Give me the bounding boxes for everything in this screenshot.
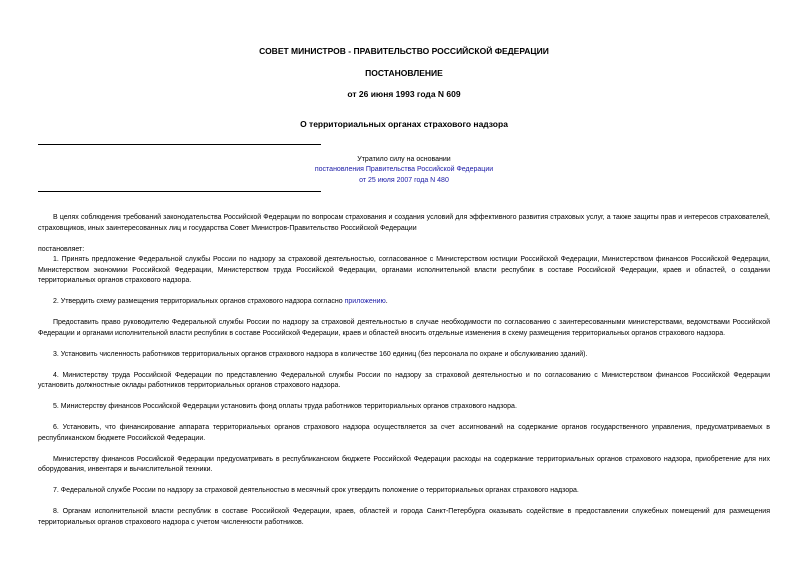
clause-2-text: 2. Утвердить схему размещения территориальных органов страхового надзора согласно: [53, 298, 345, 305]
clause-4: 4. Министерству труда Российской Федерации по представлению Федеральной службы России по надзору за страховой деятельностью и по согласованию с Министерством финансов Российской Федерации установить должностные оклады работников территориальных органов страхового надзора.: [38, 371, 770, 389]
document-type: ПОСТАНОВЛЕНИЕ: [365, 68, 443, 78]
preamble-paragraph: В целях соблюдения требований законодательства Российской Федерации по вопросам страхования и создания условий для эффективного развития страховых услуг, а также защиты прав и интересов страхователей, страховщиков, иных заинтересованных лиц и государства Совет Министров-Правительство Российской Федерации: [38, 214, 770, 232]
divider-top: [38, 144, 321, 145]
status-note-link-decree[interactable]: постановления Правительства Российской Федерации: [314, 166, 494, 173]
clause-8: 8. Органам исполнительной власти республик в составе Российской Федерации, краев, областей и города Санкт-Петербурга оказывать содействие в предоставлении служебных помещений для размещения территориальных органов страхового надзора с учетом численности работников.: [38, 508, 770, 526]
clause-2-end: .: [385, 298, 388, 305]
clause-2-continuation: Предоставить право руководителю Федеральной службы России по надзору за страховой деятельностью в случае необходимости по согласованию с заинтересованными министерствами, ведомствами Российской Федерации и органами исполнительной власти республик в составе Российской Федерации, краев и областей вносить отдельные изменения в схему размещения территориальных органов страхового надзора.: [38, 319, 770, 337]
clause-7: 7. Федеральной службе России по надзору за страховой деятельностью в месячный срок утвердить положение о территориальных органах страхового надзора.: [53, 487, 579, 494]
clause-3: 3. Установить численность работников территориальных органов страхового надзора в количестве 160 единиц (без персонала по охране и обслуживанию зданий).: [53, 350, 588, 358]
divider-bottom: [38, 191, 321, 192]
appendix-link[interactable]: приложению: [344, 298, 386, 305]
document-date-number: от 26 июня 1993 года N 609: [347, 89, 461, 99]
status-note-link-date[interactable]: от 25 июля 2007 года N 480: [359, 177, 449, 184]
clause-6: 6. Установить, что финансирование аппарата территориальных органов страхового надзора осуществляется за счет ассигнований на содержание органов государственного управления, предусматриваемых в республиканском бюджете Российской Федерации.: [38, 424, 770, 442]
status-note-line1: Утратило силу на основании: [357, 156, 451, 163]
issuing-authority: СОВЕТ МИНИСТРОВ - ПРАВИТЕЛЬСТВО РОССИЙСКОЙ ФЕДЕРАЦИИ: [259, 46, 549, 56]
decree-word: постановляет:: [38, 245, 85, 253]
document-page: [38, 0, 770, 571]
clause-2: [38, 297, 770, 308]
clause-5: 5. Министерству финансов Российской Федерации установить фонд оплаты труда работников территориальных органов страхового надзора.: [53, 403, 517, 410]
document-body: [38, 213, 770, 539]
document-title: О территориальных органах страхового надзора: [300, 119, 508, 129]
clause-6-continuation: Министерству финансов Российской Федерации предусматривать в республиканском бюджете Российской Федерации расходы на содержание территориальных органов страхового надзора, приобретение для них оборудования, инвентаря и вычислительной техники.: [38, 455, 770, 473]
clause-1: 1. Принять предложение Федеральной службы России по надзору за страховой деятельностью, согласованное с Министерством юстиции Российской Федерации, Министерством финансов Российской Федерации, Министерством экономики Российской Федерации, Министерством труда Российской Федерации, органами исполнительной власти республик в составе Российской Федерации, краев и областей, о создании территориальных органов страхового надзора.: [38, 256, 770, 284]
